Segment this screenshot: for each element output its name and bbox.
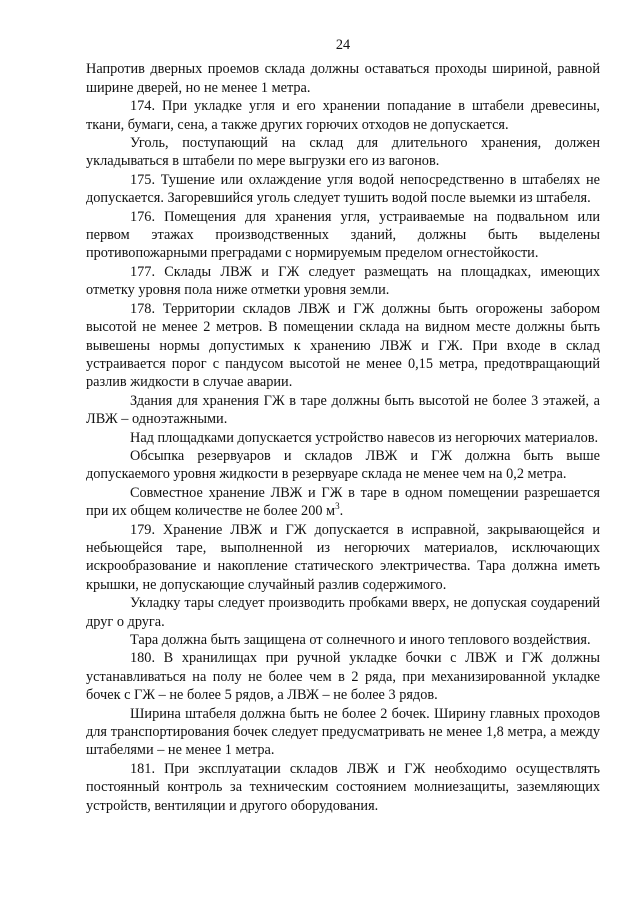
paragraph: [86, 429, 600, 447]
paragraph-text: 175. Тушение или охлаждение угля водой непосредственно в штабелях не допускается. Загоревшийся уголь следует тушить водой после выемки из штабеля.: [86, 171, 600, 207]
page-number: 24: [335, 37, 351, 53]
paragraph-text: Совместное хранение ЛВЖ и ГЖ в таре в одном помещении разрешается при их общем количестве не более 200 м: [86, 484, 600, 520]
superscript: 3: [335, 501, 340, 512]
paragraph-text: 174. При укладке угля и его хранении попадание в штабели древесины, ткани, бумаги, сена, а также других горючих отходов не допускается.: [86, 98, 600, 133]
paragraph: [86, 649, 600, 704]
paragraph: [86, 392, 600, 429]
paragraph-text: Здания для хранения ГЖ в таре должны быть высотой не более 3 этажей, а ЛВЖ – одноэтажными.: [86, 392, 600, 428]
paragraph-text: 178. Территории складов ЛВЖ и ГЖ должны быть огорожены забором высотой не менее 2 метров. В помещении склада на видном месте должны быть вывешены нормы допустимых к хранению ЛВЖ и ГЖ. При входе в склад устраивается порог с пандусом высотой не менее 0,15 метра, предотвращающий разлив жидкости в случае аварии.: [86, 300, 600, 391]
paragraph-text: Уголь, поступающий на склад для длительного хранения, должен укладываться в штабели по мере выгрузки его из вагонов.: [86, 135, 600, 170]
paragraph: [86, 760, 600, 815]
paragraph-text: Напротив дверных проемов склада должны оставаться проходы шириной, равной ширине дверей, но не менее 1 метра.: [86, 61, 600, 96]
paragraph: [86, 447, 600, 484]
paragraph: [86, 631, 600, 649]
paragraph: [86, 134, 600, 171]
body-text: [86, 60, 600, 815]
paragraph-text: 177. Склады ЛВЖ и ГЖ следует размещать на площадках, имеющих отметку уровня пола ниже отметки уровня земли.: [86, 263, 600, 299]
paragraph: [86, 263, 600, 300]
paragraph-text: Укладку тары следует производить пробками вверх, не допуская соударений друг о друга.: [86, 595, 600, 630]
paragraph: [86, 171, 600, 208]
paragraph-text: 179. Хранение ЛВЖ и ГЖ допускается в исправной, закрывающейся и небьющейся таре, выполненной из негорючих материалов, исключающих искрообразование и накопление статического электричества. Тара должна иметь крышки, не допускающие случайный разлив содержимого.: [86, 521, 600, 593]
paragraph: [86, 521, 600, 595]
paragraph-tail: .: [339, 503, 344, 520]
paragraph: [86, 208, 600, 263]
paragraph: [86, 484, 600, 521]
paragraph: [86, 594, 600, 631]
paragraph-text: Обсыпка резервуаров и складов ЛВЖ и ГЖ должна быть выше допускаемого уровня жидкости в резервуаре склада не менее чем на 0,2 метра.: [86, 447, 600, 483]
paragraph-text: 181. При эксплуатации складов ЛВЖ и ГЖ необходимо осуществлять постоянный контроль за техническим состоянием молниезащиты, заземляющих устройств, вентиляции и другого оборудования.: [86, 760, 600, 814]
paragraph-text: Ширина штабеля должна быть не более 2 бочек. Ширину главных проходов для транспортирования бочек следует предусматривать не менее 1,8 метра, а между штабелями – не менее 1 метра.: [86, 705, 600, 759]
paragraph-text: 180. В хранилищах при ручной укладке бочки с ЛВЖ и ГЖ должны устанавливаться на полу не более чем в 2 ряда, при механизированной укладке бочек с ГЖ – не более 5 рядов, а ЛВЖ – не более 3 рядов.: [86, 650, 600, 704]
paragraph-text: 176. Помещения для хранения угля, устраиваемые на подвальном или первом этажах производственных зданий, должны быть выделены противопожарными преградами с нормируемым пределом огнестойкости.: [86, 208, 600, 262]
paragraph: [86, 300, 600, 392]
paragraph: [86, 60, 600, 97]
paragraph-text: Тара должна быть защищена от солнечного и иного теплового воздействия.: [130, 632, 591, 648]
paragraph-text: Над площадками допускается устройство навесов из негорючих материалов.: [130, 429, 599, 446]
paragraph: [86, 97, 600, 134]
paragraph: [86, 705, 600, 760]
